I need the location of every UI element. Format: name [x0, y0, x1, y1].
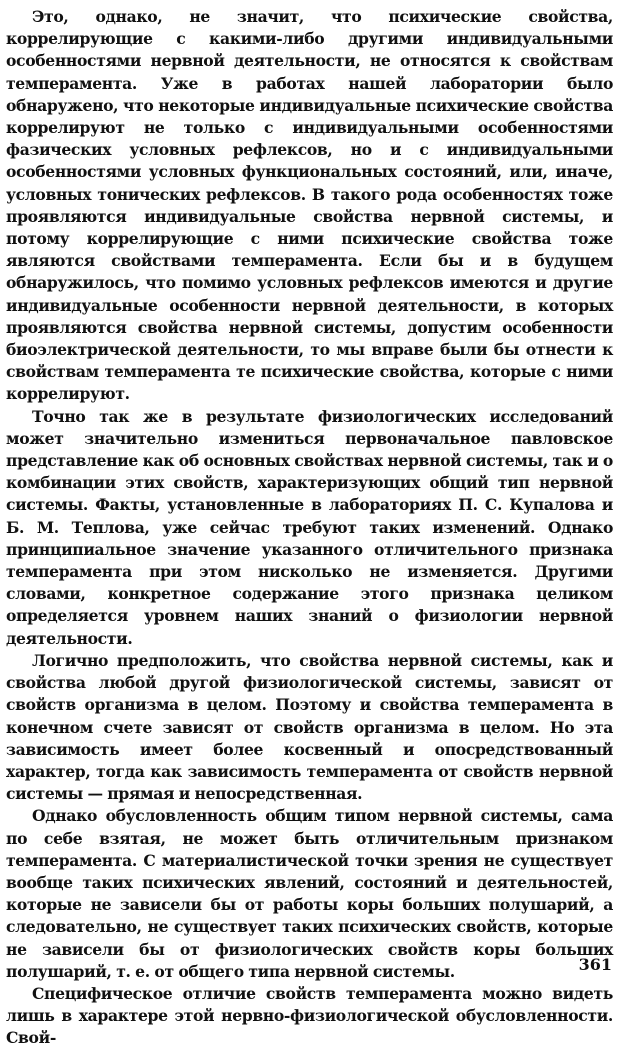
page-body — [6, 6, 613, 1050]
paragraph-4: Однако обусловленность общим типом нервной системы, сама по себе взятая, не может быть отличительным признаком темперамента. С материалистической точки зрения не существует вообще таких психических явлений, состояний и деятельностей, которые не зависели бы от работы коры больших полушарий, а следовательно, не существует таких психических свойств, которые не зависели бы от физиологических свойств коры больших полушарий, т. е. от общего типа нервной системы. — [6, 806, 613, 981]
paragraph-1: Это, однако, не значит, что психические свойства, коррелирующие с какими-либо другими индивидуальными особенностями нервной деятельности, не относятся к свойствам темперамента. Уже в работах нашей лаборатории было обнаружено, что некоторые индивидуальные психические свойства коррелируют не только с индивидуальными особенностями фазических условных рефлексов, но и с индивидуальными особенностями условных функциональных состояний, или, иначе, условных тонических рефлексов. В такого рода особенностях тоже проявляются индивидуальные свойства нервной системы, и потому коррелирующие с ними психические свойства тоже являются свойствами темперамента. Если бы и в будущем обнаружилось, что помимо условных рефлексов имеются и другие индивидуальные особенности нервной деятельности, в которых проявляются свойства нервной системы, допустим особенности биоэлектрической деятельности, то мы вправе были бы отнести к свойствам темперамента те психические свойства, которые с ними коррелируют. — [6, 7, 613, 404]
page-number: 361 — [578, 955, 612, 974]
paragraph-2: Точно так же в результате физиологических исследований может значительно измениться первоначальное павловское представление как об основных свойствах нервной системы, так и о комбинации этих свойств, характеризующих общий тип нервной системы. Факты, установленные в лабораториях П. С. Купалова и Б. М. Теплова, уже сейчас требуют таких изменений. Однако принципиальное значение указанного отличительного признака темперамента при этом нисколько не изменяется. Другими словами, конкретное содержание этого признака целиком определяется уровнем наших знаний о физиологии нервной деятельности. — [6, 406, 613, 648]
paragraph-5: Специфическое отличие свойств темперамента можно видеть лишь в характере этой нервно-физиологической обусловленности. Свой- — [6, 983, 613, 1048]
paragraph-3: Логично предположить, что свойства нервной системы, как и свойства любой другой физиологической системы, зависят от свойств организма в целом. Поэтому и свойства темперамента в конечном счете зависят от свойств организма в целом. Но эта зависимость имеет более косвенный и опосредствованный характер, тогда как зависимость темперамента от свойств нервной системы — прямая и непосредственная. — [6, 650, 613, 804]
